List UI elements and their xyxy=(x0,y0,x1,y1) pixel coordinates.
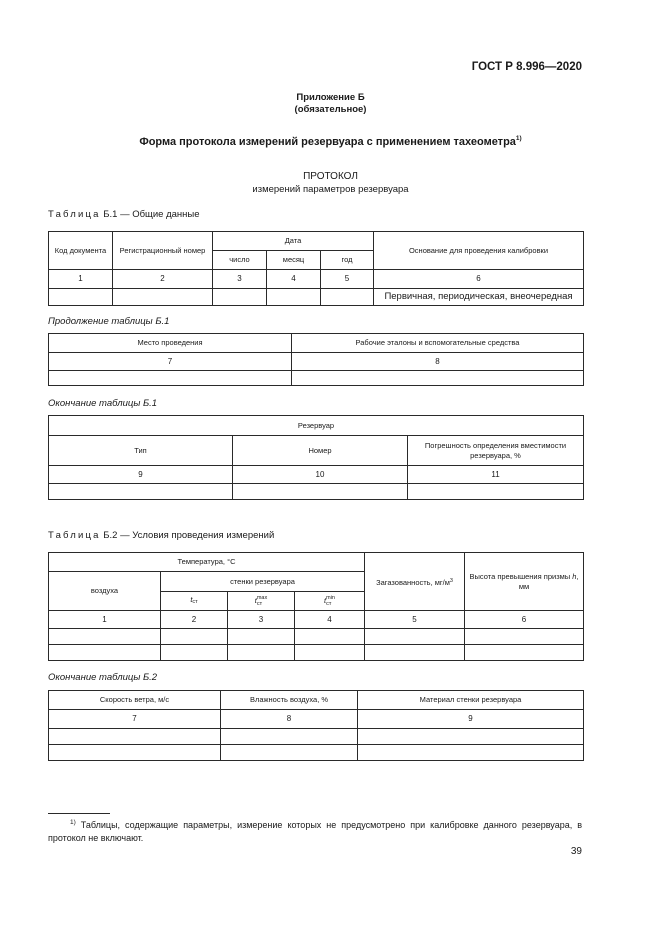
empty-cell[interactable] xyxy=(49,729,221,745)
header-gas xyxy=(365,553,465,611)
empty-cell[interactable] xyxy=(221,745,358,761)
col-number: 5 xyxy=(321,270,374,289)
empty-cell[interactable] xyxy=(49,371,292,386)
appendix-heading xyxy=(0,92,661,116)
empty-cell[interactable] xyxy=(358,729,584,745)
footnote xyxy=(48,816,582,845)
empty-cell[interactable] xyxy=(365,645,465,661)
empty-cell[interactable] xyxy=(267,289,321,306)
header-walls: стенки резервуара xyxy=(161,572,365,592)
header-wind: Скорость ветра, м/с xyxy=(49,691,221,710)
empty-cell[interactable] xyxy=(292,371,584,386)
table-row xyxy=(49,745,584,761)
col-number: 6 xyxy=(374,270,584,289)
col-number: 9 xyxy=(49,466,233,484)
col-number: 11 xyxy=(408,466,584,484)
col-number: 4 xyxy=(295,611,365,629)
col-number: 7 xyxy=(49,353,292,371)
form-title-footnote-mark: 1) xyxy=(515,135,522,142)
table-b1-caption-prefix: Таблица xyxy=(48,209,101,220)
header-reservoir: Резервуар xyxy=(49,416,584,436)
header-code: Код документа xyxy=(49,232,113,270)
header-reg-number: Регистрационный номер xyxy=(113,232,213,270)
header-date: Дата xyxy=(213,232,374,251)
header-number: Номер xyxy=(233,436,408,466)
empty-cell[interactable] xyxy=(358,745,584,761)
header-gas-power: 3 xyxy=(449,577,453,584)
col-number: 9 xyxy=(358,710,584,729)
col-number: 2 xyxy=(113,270,213,289)
t-superscript-min: min xyxy=(326,595,335,601)
header-day: число xyxy=(213,251,267,270)
empty-cell[interactable] xyxy=(49,745,221,761)
footnote-separator xyxy=(48,813,110,814)
column-numbers-row xyxy=(49,270,584,289)
empty-cell[interactable] xyxy=(213,289,267,306)
protocol-subtitle: измерений параметров резервуара xyxy=(252,184,409,195)
empty-cell[interactable] xyxy=(49,645,161,661)
footnote-mark: 1) xyxy=(70,819,76,826)
standard-number: ГОСТ Р 8.996—2020 xyxy=(471,61,582,73)
table-b2-caption xyxy=(48,530,274,541)
header-place: Место проведения xyxy=(49,334,292,353)
empty-cell[interactable] xyxy=(295,645,365,661)
basis-value: Первичная, периодическая, внеочередная xyxy=(374,289,584,306)
empty-cell[interactable] xyxy=(221,729,358,745)
empty-cell[interactable] xyxy=(228,629,295,645)
table-b1-cont-caption: Продолжение таблицы Б.1 xyxy=(48,316,170,327)
header-month: месяц xyxy=(267,251,321,270)
header-air: воздуха xyxy=(49,572,161,611)
header-type: Тип xyxy=(49,436,233,466)
footnote-text: Таблицы, содержащие параметры, измерение которых не предусмотрено при калибровке данного резервуара, в протокол не включают. xyxy=(48,820,582,843)
header-humidity: Влажность воздуха, % xyxy=(221,691,358,710)
header-t-st xyxy=(161,592,228,611)
empty-cell[interactable] xyxy=(161,645,228,661)
form-title-text: Форма протокола измерений резервуара с применением тахеометра xyxy=(139,136,516,148)
col-number: 2 xyxy=(161,611,228,629)
form-title xyxy=(0,135,661,148)
appendix-title: Приложение Б xyxy=(296,92,365,103)
t-subscript: ст xyxy=(326,601,332,607)
empty-cell[interactable] xyxy=(113,289,213,306)
t-subscript: ст xyxy=(256,601,263,607)
header-year: год xyxy=(321,251,374,270)
col-number: 10 xyxy=(233,466,408,484)
header-t-st-min xyxy=(295,592,365,611)
empty-cell[interactable] xyxy=(228,645,295,661)
t-superscript-max: max xyxy=(256,595,268,601)
t-symbol: t xyxy=(254,595,257,605)
header-prism xyxy=(465,553,584,611)
col-number: 7 xyxy=(49,710,221,729)
header-t-st-max xyxy=(228,592,295,611)
table-b1-cont xyxy=(48,333,584,386)
header-prism-symbol: h xyxy=(572,571,577,581)
t-symbol: t xyxy=(324,595,327,605)
empty-cell[interactable] xyxy=(49,629,161,645)
empty-cell[interactable] xyxy=(161,629,228,645)
header-etalons: Рабочие эталоны и вспомогательные средства xyxy=(292,334,584,353)
protocol-title: ПРОТОКОЛ xyxy=(303,171,358,182)
table-b1-end xyxy=(48,415,584,500)
table-row xyxy=(49,629,584,645)
t-subscript: ст xyxy=(192,599,198,605)
empty-cell[interactable] xyxy=(49,484,233,500)
empty-cell[interactable] xyxy=(295,629,365,645)
header-basis: Основание для проведения калибровки xyxy=(374,232,584,270)
empty-cell[interactable] xyxy=(49,289,113,306)
table-b2-caption-rest: Б.2 — Условия проведения измерений xyxy=(100,530,275,541)
table-b1-caption-rest: Б.1 — Общие данные xyxy=(100,209,200,220)
table-b2 xyxy=(48,552,584,661)
table-b2-caption-prefix: Таблица xyxy=(48,530,101,541)
empty-cell[interactable] xyxy=(465,629,584,645)
table-b2-end xyxy=(48,690,584,761)
appendix-status: (обязательное) xyxy=(294,104,367,115)
table-row xyxy=(49,371,584,386)
col-number: 1 xyxy=(49,270,113,289)
header-gas-text: Загазованность, мг/м xyxy=(376,577,450,587)
empty-cell[interactable] xyxy=(365,629,465,645)
empty-cell[interactable] xyxy=(233,484,408,500)
empty-cell[interactable] xyxy=(465,645,584,661)
col-number: 5 xyxy=(365,611,465,629)
col-number: 6 xyxy=(465,611,584,629)
table-b1-caption xyxy=(48,209,200,220)
col-number: 3 xyxy=(228,611,295,629)
empty-cell[interactable] xyxy=(321,289,374,306)
header-prism-unit: , мм xyxy=(518,571,579,591)
col-number: 8 xyxy=(221,710,358,729)
table-b1 xyxy=(48,231,584,306)
table-row xyxy=(49,645,584,661)
header-temperature: Температура, °С xyxy=(49,553,365,572)
col-number: 4 xyxy=(267,270,321,289)
page-number: 39 xyxy=(570,846,582,857)
table-row xyxy=(49,289,584,306)
empty-cell[interactable] xyxy=(408,484,584,500)
header-prism-text: Высота превышения призмы xyxy=(469,571,573,581)
header-material: Материал стенки резервуара xyxy=(358,691,584,710)
header-error: Погрешность определения вместимости резервуара, % xyxy=(408,436,584,466)
table-b1-end-caption: Окончание таблицы Б.1 xyxy=(48,398,158,409)
col-number: 8 xyxy=(292,353,584,371)
col-number: 3 xyxy=(213,270,267,289)
col-number: 1 xyxy=(49,611,161,629)
table-row xyxy=(49,484,584,500)
t-symbol: t xyxy=(190,595,193,604)
table-row xyxy=(49,729,584,745)
table-b2-end-caption: Окончание таблицы Б.2 xyxy=(48,672,158,683)
